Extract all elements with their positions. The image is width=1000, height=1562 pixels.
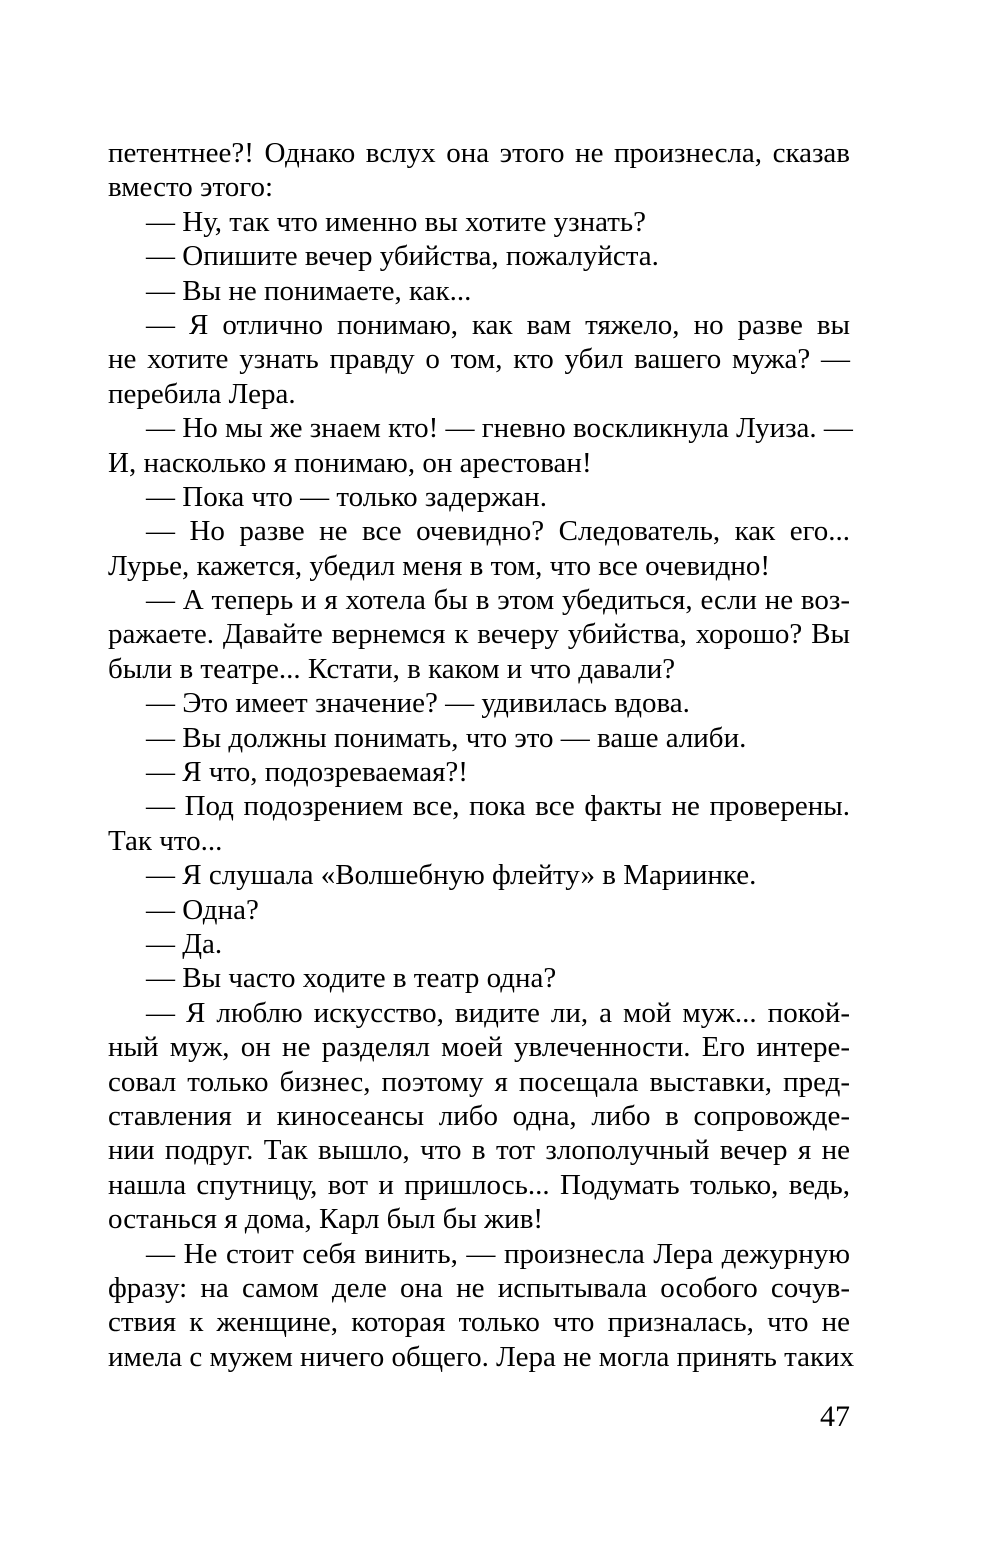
text-line: Так что... [108,824,223,857]
text-line: были в театре... Кстати, в каком и что давали? [108,652,676,685]
text-line: перебила Лера. [108,377,296,410]
text-line: — Опишите вечер убийства, пожалуйста. [146,240,659,273]
text-line: — Вы часто ходите в театр одна? [146,962,557,995]
text-line: — Под подозрением все, пока все факты не проверены. [146,790,850,823]
text-line: — Ну, так что именно вы хотите узнать? [146,205,646,238]
text-line: — Я люблю искусство, видите ли, а мой муж... покой- [146,996,850,1029]
text-line: — Одна? [146,893,259,926]
text-line: — Пока что — только задержан. [146,480,547,513]
text-line: — Но мы же знаем кто! — гневно воскликнула Луиза. — [146,412,853,445]
text-line: — А теперь и я хотела бы в этом убедиться, если не воз- [146,584,850,617]
text-line: — Но разве не все очевидно? Следователь, как его... [146,515,850,548]
text-line: — Я отлично понимаю, как вам тяжело, но разве вы [146,308,850,341]
text-line: не хотите узнать правду о том, кто убил вашего мужа? — [108,343,850,376]
text-line: — Не стоит себя винить, — произнесла Лера дежурную [146,1237,850,1270]
text-line: — Я что, подозреваемая?! [146,756,468,789]
text-line: совал только бизнес, поэтому я посещала выставки, пред- [108,1065,850,1098]
text-line: останься я дома, Карл был бы жив! [108,1203,544,1236]
text-line: вместо этого: [108,171,274,204]
page-text [108,136,855,1374]
text-line: — Вы не понимаете, как... [146,274,472,307]
text-line: ражаете. Давайте вернемся к вечеру убийства, хорошо? Вы [108,618,850,651]
text-line: И, насколько я понимаю, он арестован! [108,446,592,479]
text-line: ствия к женщине, которая только что призналась, что не [108,1306,850,1339]
text-line: Лурье, кажется, убедил меня в том, что все очевидно! [108,549,771,582]
text-line: фразу: на самом деле она не испытывала особого сочув- [108,1271,850,1304]
text-line: ный муж, он не разделял моей увлеченности. Его интере- [108,1031,850,1064]
text-line: петентнее?! Однако вслух она этого не произнесла, сказав [108,137,850,169]
text-line: — Я слушала «Волшебную флейту» в Мариинке. [146,859,757,892]
text-line: — Вы должны понимать, что это — ваше алиби. [146,721,747,754]
text-line: ставления и киносеансы либо одна, либо в сопровожде- [108,1099,850,1132]
text-line: нашла спутницу, вот и пришлось... Подумать только, ведь, [108,1168,850,1201]
text-line: — Да. [146,927,223,960]
page-number: 47 [820,1400,850,1433]
text-line: — Это имеет значение? — удивилась вдова. [146,687,690,720]
text-line: имела с мужем ничего общего. Лера не могла принять таких [108,1340,855,1373]
text-line: нии подруг. Так вышло, что в тот злополучный вечер я не [108,1134,850,1167]
